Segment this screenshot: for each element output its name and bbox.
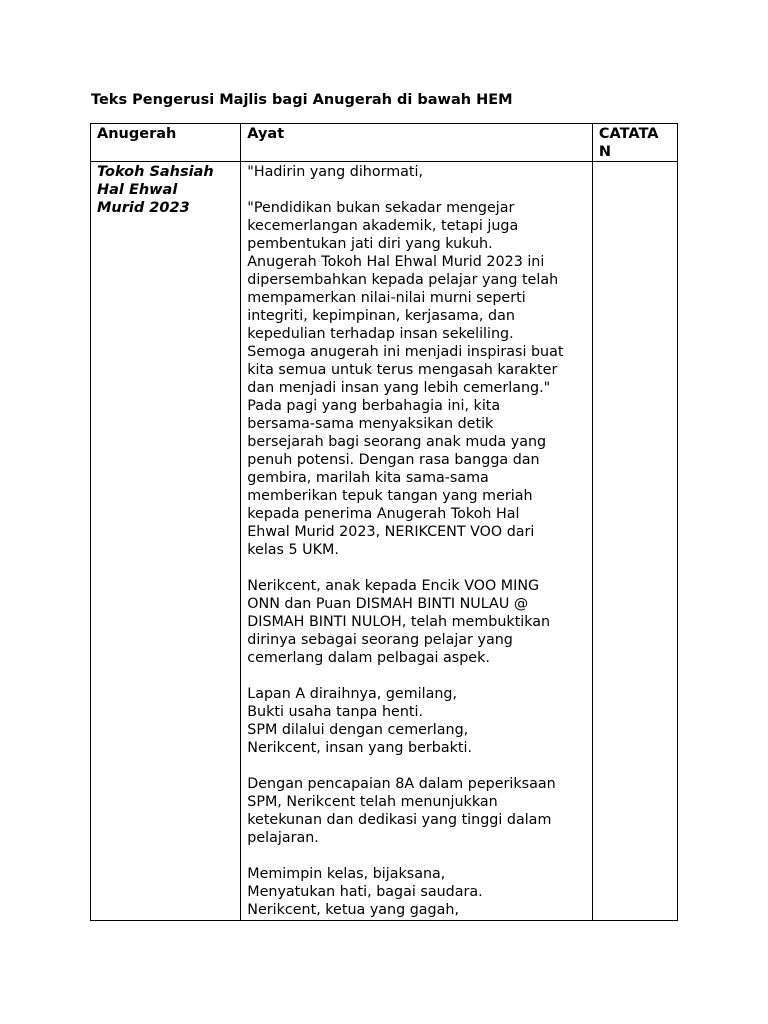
speech-line: dipersembahkan kepada pelajar yang telah xyxy=(247,272,559,288)
award-name-line-3: Murid 2023 xyxy=(97,200,190,216)
page-title: Teks Pengerusi Majlis bagi Anugerah di bawah HEM xyxy=(91,92,513,108)
speech-line: Nerikcent, insan yang berbakti. xyxy=(247,740,473,756)
award-table xyxy=(90,123,678,921)
speech-line: ONN dan Puan DISMAH BINTI NULAU @ xyxy=(247,596,529,612)
speech-line: kelas 5 UKM. xyxy=(247,542,339,558)
speech-line: kecemerlangan akademik, tetapi juga xyxy=(247,218,519,234)
paragraph-gap xyxy=(247,181,586,199)
paragraph-gap xyxy=(247,667,586,685)
speech-line: Memimpin kelas, bijaksana, xyxy=(247,866,446,882)
speech-line: bersejarah bagi seorang anak muda yang xyxy=(247,434,547,450)
speech-line: Nerikcent, ketua yang gagah, xyxy=(247,902,460,918)
speech-line: memberikan tepuk tangan yang meriah xyxy=(247,488,533,504)
speech-line: integriti, kepimpinan, kerjasama, dan xyxy=(247,308,515,324)
speech-line: pembentukan jati diri yang kukuh. xyxy=(247,236,493,252)
speech-line: Lapan A diraihnya, gemilang, xyxy=(247,686,458,702)
speech-line: penuh potensi. Dengan rasa bangga dan xyxy=(247,452,540,468)
speech-line: dan menjadi insan yang lebih cemerlang." xyxy=(247,380,551,396)
speech-line: Pada pagi yang berbahagia ini, kita xyxy=(247,398,501,414)
header-award xyxy=(91,124,241,162)
award-cell xyxy=(91,162,241,921)
speech-line: Nerikcent, anak kepada Encik VOO MING xyxy=(247,578,540,594)
speech-text xyxy=(241,162,592,920)
paragraph-gap xyxy=(247,847,586,865)
award-name-line-1: Tokoh Sahsiah xyxy=(97,164,214,180)
speech-line: cemerlang dalam pelbagai aspek. xyxy=(247,650,490,666)
header-award-label: Anugerah xyxy=(97,126,177,142)
speech-line: DISMAH BINTI NULOH, telah membuktikan xyxy=(247,614,551,630)
paragraph-gap xyxy=(247,757,586,775)
text-cell xyxy=(241,162,593,921)
speech-line: Anugerah Tokoh Hal Ehwal Murid 2023 ini xyxy=(247,254,545,270)
speech-line: kepada penerima Anugerah Tokoh Hal xyxy=(247,506,520,522)
speech-line: kepedulian terhadap insan sekeliling. xyxy=(247,326,514,342)
note-cell xyxy=(592,162,677,921)
header-text xyxy=(241,124,593,162)
speech-line: ketekunan dan dedikasi yang tinggi dalam xyxy=(247,812,552,828)
speech-line: dirinya sebagai seorang pelajar yang xyxy=(247,632,513,648)
speech-line: "Pendidikan bukan sekadar mengejar xyxy=(247,200,515,216)
speech-line: SPM, Nerikcent telah menunjukkan xyxy=(247,794,498,810)
speech-line: Menyatukan hati, bagai saudara. xyxy=(247,884,483,900)
header-note-label-line-1: CATATA xyxy=(598,126,659,142)
header-note-label xyxy=(593,124,677,161)
speech-line: "Hadirin yang dihormati, xyxy=(247,164,424,180)
header-text-label: Ayat xyxy=(247,126,285,142)
speech-line: pelajaran. xyxy=(247,830,319,846)
award-name-line-2: Hal Ehwal xyxy=(97,182,178,198)
speech-line: Bukti usaha tanpa henti. xyxy=(247,704,424,720)
speech-line: SPM dilalui dengan cemerlang, xyxy=(247,722,469,738)
header-note xyxy=(592,124,677,162)
speech-line: Semoga anugerah ini menjadi inspirasi buat xyxy=(247,344,564,360)
speech-line: gembira, marilah kita sama-sama xyxy=(247,470,489,486)
speech-line: kita semua untuk terus mengasah karakter xyxy=(247,362,558,378)
speech-line: Dengan pencapaian 8A dalam peperiksaan xyxy=(247,776,556,792)
speech-line: mempamerkan nilai-nilai murni seperti xyxy=(247,290,526,306)
table-row xyxy=(91,162,678,921)
speech-line: bersama-sama menyaksikan detik xyxy=(247,416,494,432)
speech-line: Ehwal Murid 2023, NERIKCENT VOO dari xyxy=(247,524,535,540)
table-header-row xyxy=(91,124,678,162)
paragraph-gap xyxy=(247,559,586,577)
award-name xyxy=(91,162,240,217)
header-note-label-line-2: N xyxy=(598,144,611,160)
